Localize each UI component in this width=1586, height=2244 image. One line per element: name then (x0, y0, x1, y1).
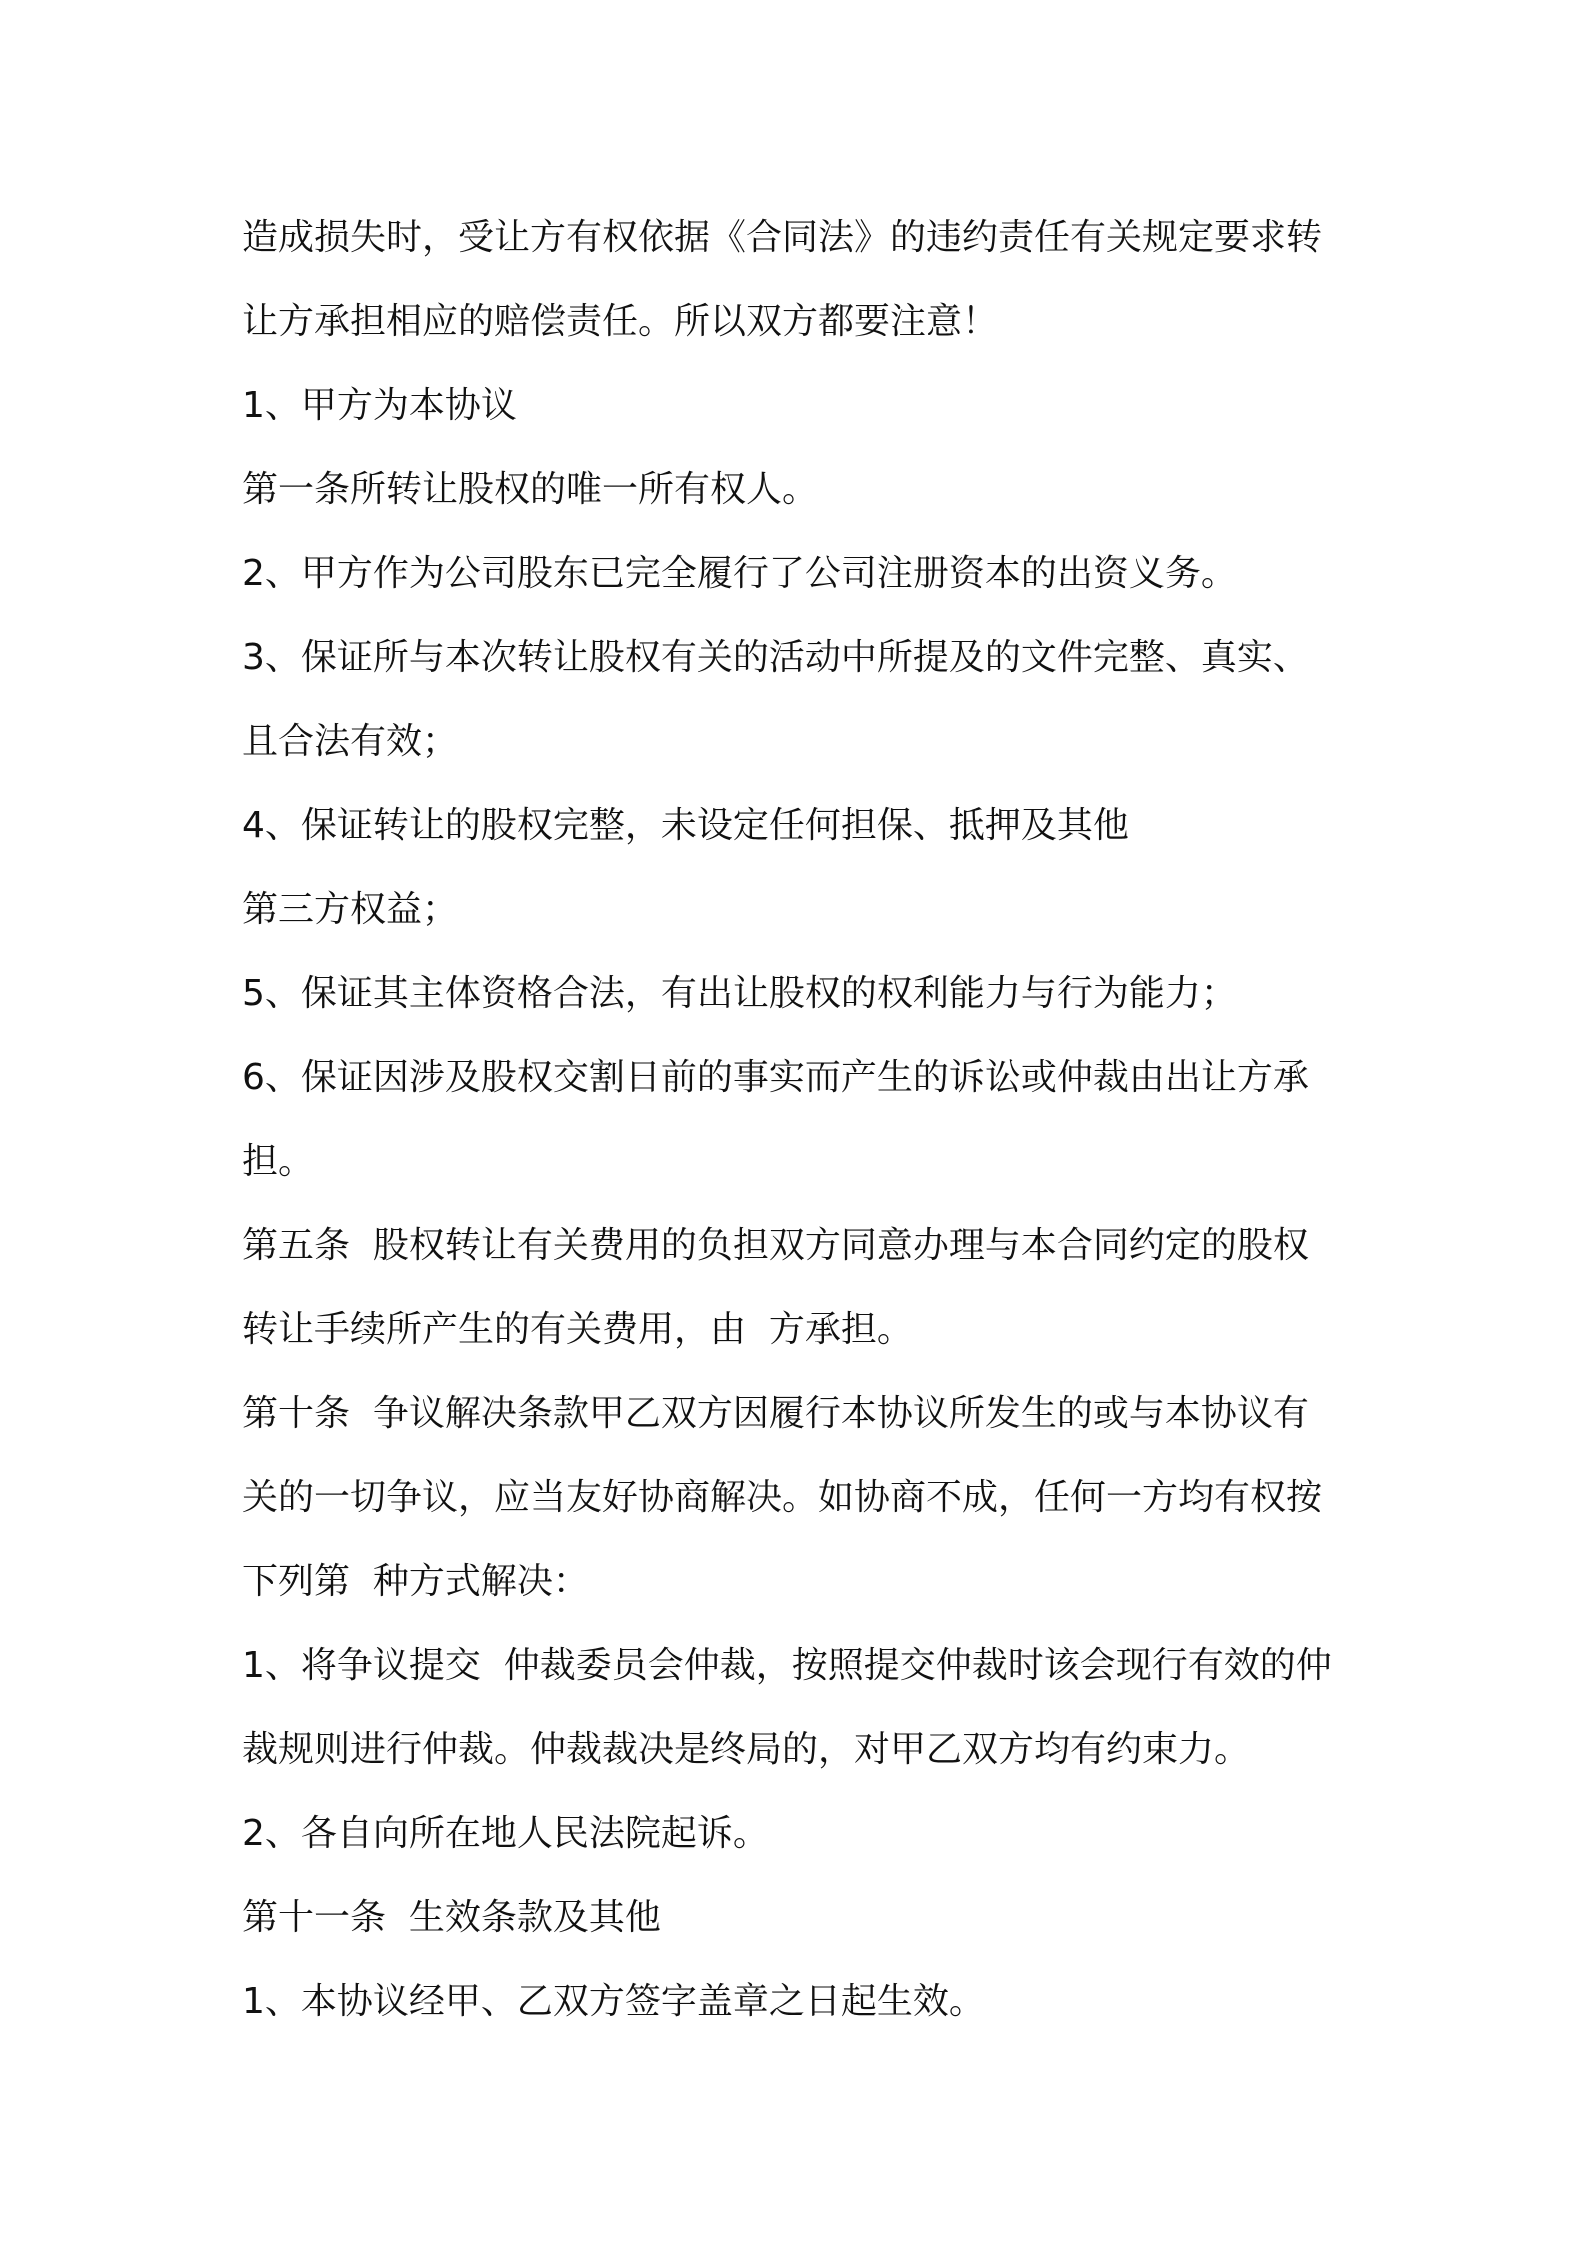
text-line: 第十一条 生效条款及其他 (242, 1897, 661, 1938)
text-line: 第一条所转让股权的唯一所有权人。 (242, 469, 819, 510)
text-line: 1、本协议经甲、乙双方签字盖章之日起生效。 (242, 1981, 985, 2022)
text-line: 2、甲方作为公司股东已完全履行了公司注册资本的出资义务。 (242, 553, 1237, 594)
text-line: 3、保证所与本次转让股权有关的活动中所提及的文件完整、真实、 (242, 637, 1309, 678)
text-line: 第三方权益； (242, 889, 459, 930)
text-line: 关的一切争议，应当友好协商解决。如协商不成，任何一方均有权按 (242, 1477, 1323, 1518)
text-line: 1、将争议提交 仲裁委员会仲裁，按照提交仲裁时该会现行有效的仲 (242, 1645, 1332, 1686)
text-line: 下列第 种方式解决： (242, 1561, 589, 1602)
text-line: 担。 (242, 1141, 315, 1182)
text-line: 且合法有效； (242, 721, 459, 762)
text-line: 转让手续所产生的有关费用，由 方承担。 (242, 1309, 913, 1350)
text-line: 6、保证因涉及股权交割日前的事实而产生的诉讼或仲裁由出让方承 (242, 1057, 1309, 1098)
text-line: 让方承担相应的赔偿责任。所以双方都要注意！ (242, 301, 999, 342)
document-body (242, 196, 1352, 2044)
text-line: 第五条 股权转让有关费用的负担双方同意办理与本合同约定的股权 (242, 1225, 1309, 1266)
text-line: 造成损失时，受让方有权依据《合同法》的违约责任有关规定要求转 (242, 217, 1323, 258)
text-line: 2、各自向所在地人民法院起诉。 (242, 1813, 769, 1854)
text-line: 裁规则进行仲裁。仲裁裁决是终局的，对甲乙双方均有约束力。 (242, 1729, 1251, 1770)
text-line: 1、甲方为本协议 (242, 385, 517, 426)
text-line: 5、保证其主体资格合法，有出让股权的权利能力与行为能力； (242, 973, 1237, 1014)
text-line: 第十条 争议解决条款甲乙双方因履行本协议所发生的或与本协议有 (242, 1393, 1309, 1434)
text-line: 4、保证转让的股权完整，未设定任何担保、抵押及其他 (242, 805, 1129, 846)
